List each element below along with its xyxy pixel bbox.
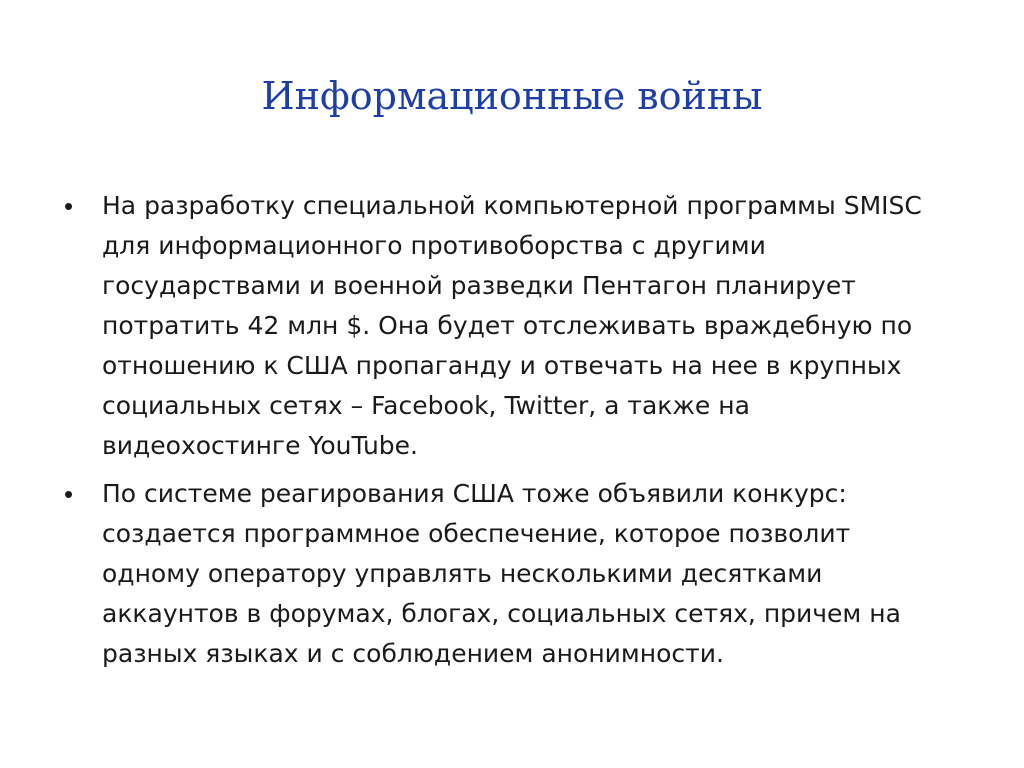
bullet-text-2: По системе реагирования США тоже объявили конкурс: создается программное обеспечение, которое позволит одному оператору управлять несколькими десятками аккаунтов в форумах, блогах, социальных сетях, причем на разных языках и с соблюдением анонимности. <box>102 479 901 668</box>
bullet-marker-icon: • <box>64 191 74 221</box>
bullet-marker-icon: • <box>64 479 74 509</box>
bullet-item-2 <box>64 474 944 674</box>
slide-title: Информационные войны <box>261 74 763 118</box>
bullet-item-1 <box>64 186 944 466</box>
bullet-text-1: На разработку специальной компьютерной программы SMISC для информационного противоборства с другими государствами и военной разведки Пентагон планирует потратить 42 млн $. Она будет отслеживать враждебную по отношению к США пропаганду и отвечать на нее в крупных социальных сетях – Facebook, Twitter, а также на видеохостинге YouTube. <box>102 191 922 460</box>
bullet-list <box>64 186 944 682</box>
